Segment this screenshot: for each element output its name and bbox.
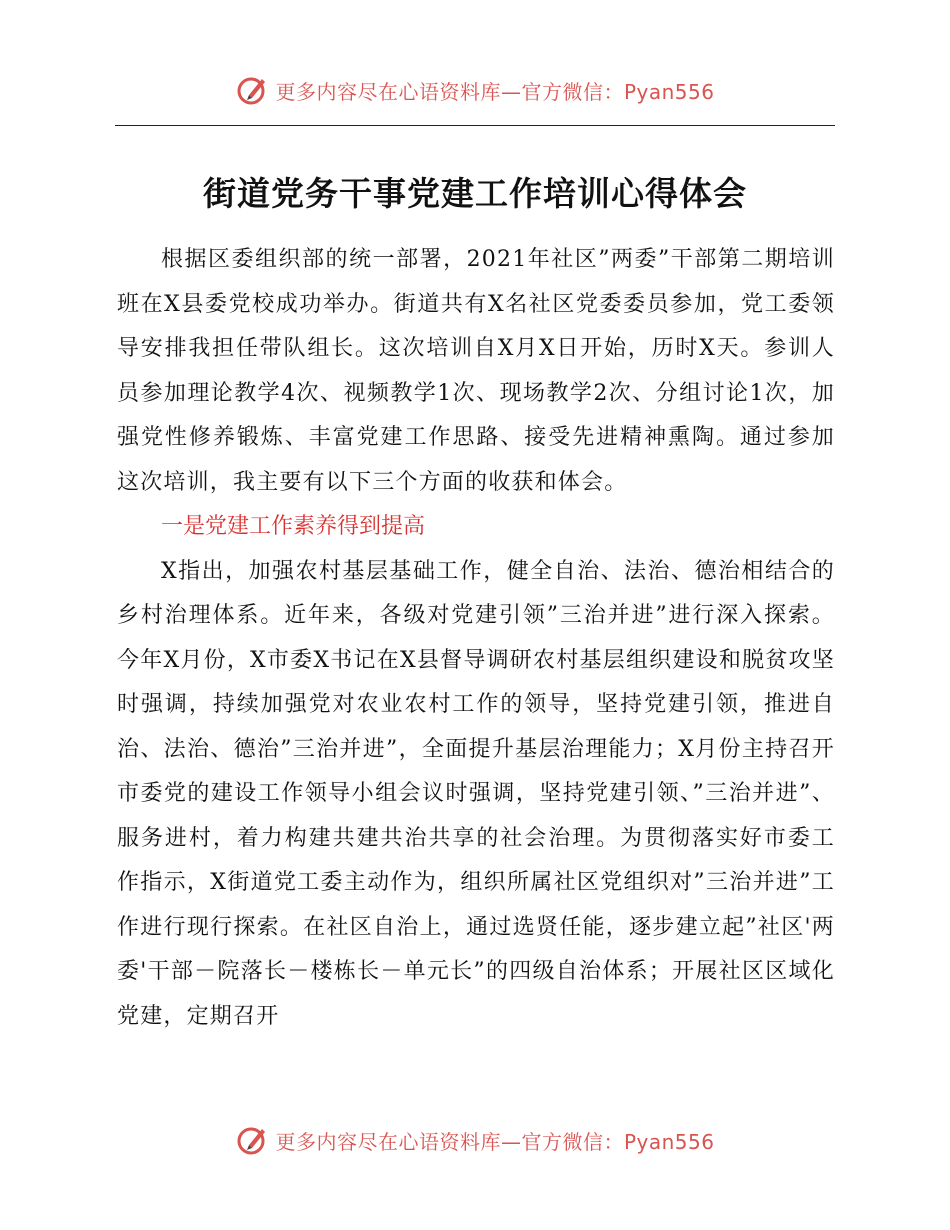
section-paragraph: X指出，加强农村基层基础工作，健全自治、法治、德治相结合的乡村治理体系。近年来，各级对党建引领”三治并进”进行深入探索。今年X月份，X市委X书记在X县督导调研农村基层组织建设和脱贫攻坚时强调，持续加强党对农业农村工作的领导，坚持党建引领，推进自治、法治、德治”三治并进”，全面提升基层治理能力；X月份主持召开市委党的建设工作领导小组会议时强调，坚持党建引领、”三治并进”、服务进村，着力构建共建共治共享的社会治理。为贯彻落实好市委工作指示，X街道党工委主动作为，组织所属社区党组织对”三治并进”工作进行现行探索。在社区自治上，通过选贤任能，逐步建立起”社区'两委'干部－院落长－楼栋长－单元长”的四级自治体系；开展社区区域化党建，定期召开 [117,558,835,1029]
section-heading: 一是党建工作素养得到提高 [161,514,426,539]
footer-banner-text: 更多内容尽在心语资料库—官方微信：Pyan556 [275,1129,715,1154]
pen-circle-logo-icon [235,1123,269,1157]
intro-paragraph: 根据区委组织部的统一部署，2021年社区”两委”干部第二期培训班在X县委党校成功举办。街道共有X名社区党委委员参加，党工委领导安排我担任带队组长。这次培训自X月X日开始，历时X天。参训人员参加理论教学4次、视频教学1次、现场教学2次、分组讨论1次，加强党性修养锻炼、丰富党建工作思路、接受先进精神熏陶。通过参加这次培训，我主要有以下三个方面的收获和体会。 [117,247,835,495]
header-banner-text: 更多内容尽在心语资料库—官方微信：Pyan556 [275,79,715,104]
header-banner [0,70,950,110]
document-title: 街道党务干事党建工作培训心得体会 [203,174,747,213]
footer-banner [0,1120,950,1160]
header-divider [115,125,835,126]
pen-circle-logo-icon [235,73,269,107]
document-body [117,238,835,1039]
